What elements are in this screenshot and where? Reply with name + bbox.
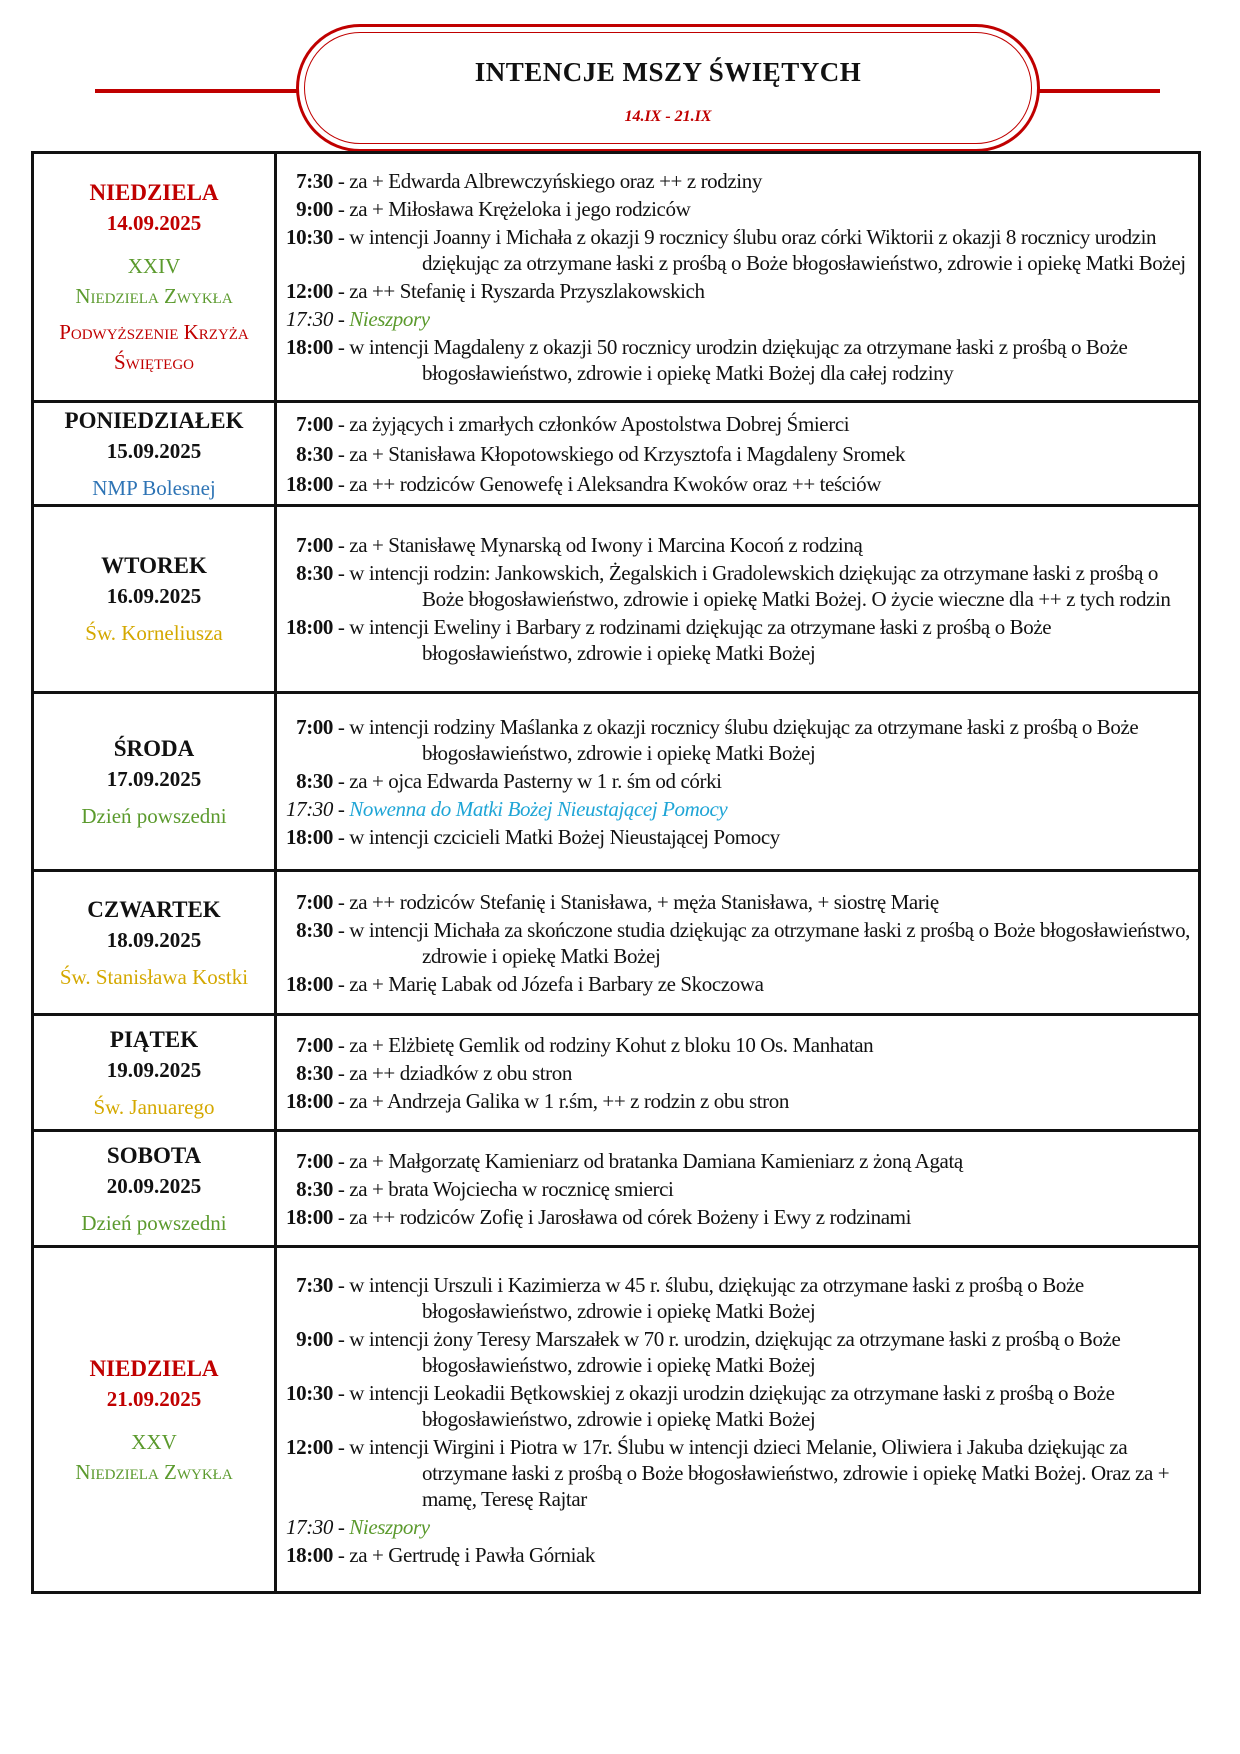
header-banner xyxy=(296,24,1040,152)
day-date: 21.09.2025 xyxy=(106,1386,202,1411)
mass-time: 18:00 xyxy=(286,971,333,996)
masses-cell xyxy=(276,506,1200,693)
mass-time: 7:00 xyxy=(296,411,333,436)
mass-intention: za ++ rodziców Zofię i Jarosława od córek Bożeny i Ewy z rodzinami xyxy=(349,1204,912,1229)
mass-time: 7:00 xyxy=(296,1148,333,1173)
feast-name: Dzień powszedni xyxy=(81,803,227,828)
mass-intentions-table xyxy=(31,151,1201,1594)
mass-entry: 10:30 - w intencji Joanny i Michała z okazji 9 rocznicy ślubu oraz córki Wiktorii z okazji 8 rocznicy urodzin dziękując za otrzymane łaski z prośbą o Boże błogosławieństwo, zdrowie i opiekę Matki Bożej xyxy=(277,224,1198,276)
day-date: 20.09.2025 xyxy=(106,1173,202,1198)
mass-time: 18:00 xyxy=(286,615,333,639)
feast-ordinal: XXIV xyxy=(127,254,181,278)
mass-time: 9:00 xyxy=(296,1326,333,1351)
mass-entry: 8:30 - w intencji rodzin: Jankowskich, Żegalskich i Gradolewskich dziękując za otrzymane łaski z prośbą o Boże błogosławieństwo, zdrowie i opiekę Matki Bożej. O życie wieczne dla ++ z tych rodzin xyxy=(277,560,1198,612)
day-name: WTOREK xyxy=(101,553,207,578)
day-name: SOBOTA xyxy=(106,1142,202,1168)
mass-time: 8:30 xyxy=(296,1060,333,1085)
mass-time: 12:00 xyxy=(286,1434,333,1459)
mass-intention: za ++ Stefanię i Ryszarda Przyszlakowskich xyxy=(349,279,705,303)
header-rule-right xyxy=(1030,89,1160,93)
mass-intention: za + Andrzeja Galika w 1 r.śm, ++ z rodzin z obu stron xyxy=(349,1088,789,1113)
mass-intention: za + Miłosława Krężeloka i jego rodziców xyxy=(349,197,691,221)
mass-intention: w intencji Leokadii Bętkowskiej z okazji urodzin dziękując za otrzymane łaski z prośbą o Boże błogosławieństwo, zdrowie i opiekę Matki Bożej xyxy=(349,1380,1115,1431)
mass-entry: 18:00 - w intencji czcicieli Matki Bożej Nieustającej Pomocy xyxy=(277,824,1198,850)
vespers-entry: 17:30 - Nieszpory xyxy=(277,306,1198,332)
mass-intention: w intencji rodzin: Jankowskich, Żegalskich i Gradolewskich dziękując za otrzymane łaski z prośbą o Boże błogosławieństwo, zdrowie i opiekę Matki Bożej. O życie wieczne dla ++ z tych rodzin xyxy=(349,561,1171,611)
mass-entry: 8:30 - za ++ dziadków z obu stron xyxy=(277,1060,1198,1086)
day-cell xyxy=(33,871,276,1015)
mass-entry: 7:00 - za + Małgorzatę Kamieniarz od bratanka Damiana Kamieniarz z żoną Agatą xyxy=(277,1148,1198,1174)
mass-entry: 9:00 - w intencji żony Teresy Marszałek w 70 r. urodzin, dziękując za otrzymane łaski z prośbą o Boże błogosławieństwo, zdrowie i opiekę Matki Bożej xyxy=(277,1326,1198,1378)
mass-intention: za + Stanisławę Mynarską od Iwony i Marcina Kocoń z rodziną xyxy=(349,533,863,557)
mass-entry: 8:30 - za + brata Wojciecha w rocznicę smierci xyxy=(277,1176,1198,1202)
mass-time: 18:00 xyxy=(286,471,333,496)
mass-time: 7:00 xyxy=(296,533,333,557)
mass-time: 8:30 xyxy=(296,1176,333,1201)
day-cell xyxy=(33,1247,276,1593)
mass-entry: 12:00 - w intencji Wirgini i Piotra w 17r. Ślubu w intencji dzieci Melanie, Oliwiera i Jakuba dziękując za otrzymane łaski z prośbą o Boże błogosławieństwo, zdrowie i opiekę Matki Bożej. Oraz za + mamę, Teresę Rajtar xyxy=(277,1434,1198,1512)
mass-time: 12:00 xyxy=(286,279,333,303)
mass-intention: w intencji Magdaleny z okazji 50 rocznicy urodzin dziękując za otrzymane łaski z prośbą o Boże błogosławieństwo, zdrowie i opiekę Matki Bożej dla całej rodziny xyxy=(349,335,1128,385)
mass-entry: 7:00 - za żyjących i zmarłych członków Apostolstwa Dobrej Śmierci xyxy=(277,411,1198,437)
day-date: 16.09.2025 xyxy=(106,584,202,608)
mass-entry: 7:30 - w intencji Urszuli i Kazimierza w 45 r. ślubu, dziękując za otrzymane łaski z prośbą o Boże błogosławieństwo, zdrowie i opiekę Matki Bożej xyxy=(277,1272,1198,1324)
masses-cell xyxy=(276,402,1200,506)
day-row-monday xyxy=(33,402,1200,506)
mass-entry: 8:30 - za + Stanisława Kłopotowskiego od Krzysztofa i Magdaleny Sromek xyxy=(277,441,1198,467)
masses-cell xyxy=(276,153,1200,402)
mass-intention: za ++ rodziców Stefanię i Stanisława, + męża Stanisława, + siostrę Marię xyxy=(349,889,939,914)
mass-time: 18:00 xyxy=(286,1088,333,1113)
mass-intention: za + ojca Edwarda Pasterny w 1 r. śm od córki xyxy=(349,768,722,793)
mass-intention: za + Marię Labak od Józefa i Barbary ze Skoczowa xyxy=(349,971,764,996)
day-name: PONIEDZIAŁEK xyxy=(64,407,244,433)
mass-entry: 9:00 - za + Miłosława Krężeloka i jego rodziców xyxy=(277,196,1198,222)
mass-intention: za ++ dziadków z obu stron xyxy=(349,1060,572,1085)
masses-cell xyxy=(276,693,1200,871)
day-row-saturday xyxy=(33,1131,1200,1247)
mass-intention: w intencji Michała za skończone studia dziękując za otrzymane łaski z prośbą o Boże błogosławieństwo, zdrowie i opiekę Matki Bożej xyxy=(349,917,1191,968)
mass-time: 7:00 xyxy=(296,1032,333,1057)
masses-cell xyxy=(276,1015,1200,1131)
masses-cell xyxy=(276,871,1200,1015)
day-name: NIEDZIELA xyxy=(89,180,219,205)
feast-name: Niedziela Zwykła xyxy=(75,1459,233,1484)
feast-ordinal: XXV xyxy=(131,1429,177,1454)
feast-name: Św. Stanisława Kostki xyxy=(59,964,249,989)
mass-intention: za + Elżbietę Gemlik od rodziny Kohut z bloku 10 Os. Manhatan xyxy=(349,1032,874,1057)
mass-entry: 8:30 - w intencji Michała za skończone studia dziękując za otrzymane łaski z prośbą o Boże błogosławieństwo, zdrowie i opiekę Matki Bożej xyxy=(277,917,1198,969)
feast-name: Św. Januarego xyxy=(93,1094,215,1119)
day-row-sunday-14 xyxy=(33,153,1200,402)
mass-intention: za + Małgorzatę Kamieniarz od bratanka Damiana Kamieniarz z żoną Agatą xyxy=(349,1148,963,1173)
mass-intention: w intencji żony Teresy Marszałek w 70 r. urodzin, dziękując za otrzymane łaski z prośbą o Boże błogosławieństwo, zdrowie i opiekę Matki Bożej xyxy=(349,1326,1121,1377)
mass-entry: 12:00 - za ++ Stefanię i Ryszarda Przyszlakowskich xyxy=(277,278,1198,304)
mass-intention: w intencji rodziny Maślanka z okazji rocznicy ślubu dziękując za otrzymane łaski z prośbą o Boże błogosławieństwo, zdrowie i opiekę Matki Bożej xyxy=(349,714,1139,765)
day-name: PIĄTEK xyxy=(109,1026,199,1052)
vespers-label: Nieszpory xyxy=(349,307,430,331)
day-name: NIEDZIELA xyxy=(89,1355,219,1381)
mass-time: 7:30 xyxy=(296,169,333,193)
day-row-tuesday xyxy=(33,506,1200,693)
mass-entry: 7:00 - za + Stanisławę Mynarską od Iwony i Marcina Kocoń z rodziną xyxy=(277,532,1198,558)
mass-time: 7:00 xyxy=(296,714,333,739)
day-cell xyxy=(33,693,276,871)
vespers-entry: 17:30 - Nieszpory xyxy=(277,1514,1198,1540)
mass-time: 8:30 xyxy=(296,917,333,942)
mass-entry: 18:00 - za ++ rodziców Genowefę i Aleksandra Kwoków oraz ++ teściów xyxy=(277,471,1198,497)
mass-entry: 8:30 - za + ojca Edwarda Pasterny w 1 r. śm od córki xyxy=(277,768,1198,794)
novena-label: Nowenna do Matki Bożej Nieustającej Pomocy xyxy=(349,796,728,821)
feast-name: Podwyższenie Krzyża Świętego xyxy=(59,320,249,374)
mass-entry: 7:30 - za + Edwarda Albrewczyńskiego oraz ++ z rodziny xyxy=(277,168,1198,194)
day-date: 14.09.2025 xyxy=(106,211,202,235)
day-date: 19.09.2025 xyxy=(106,1057,202,1082)
mass-intention: za ++ rodziców Genowefę i Aleksandra Kwoków oraz ++ teściów xyxy=(349,471,881,496)
mass-time: 8:30 xyxy=(296,441,333,466)
mass-entry: 18:00 - za + Marię Labak od Józefa i Barbary ze Skoczowa xyxy=(277,971,1198,997)
mass-entry: 18:00 - za + Gertrudę i Pawła Górniak xyxy=(277,1542,1198,1568)
masses-cell xyxy=(276,1131,1200,1247)
feast-name: Dzień powszedni xyxy=(81,1210,227,1235)
day-date: 17.09.2025 xyxy=(106,766,202,791)
day-name: CZWARTEK xyxy=(87,896,221,922)
vespers-label: Nieszpory xyxy=(349,1514,430,1539)
mass-entry: 18:00 - za ++ rodziców Zofię i Jarosława od córek Bożeny i Ewy z rodzinami xyxy=(277,1204,1198,1230)
date-range: 14.IX - 21.IX xyxy=(624,108,712,125)
mass-entry: 10:30 - w intencji Leokadii Bętkowskiej z okazji urodzin dziękując za otrzymane łaski z prośbą o Boże błogosławieństwo, zdrowie i opiekę Matki Bożej xyxy=(277,1380,1198,1432)
novena-entry: 17:30 - Nowenna do Matki Bożej Nieustającej Pomocy xyxy=(277,796,1198,822)
day-cell xyxy=(33,1015,276,1131)
mass-time: 9:00 xyxy=(296,197,333,221)
mass-entry: 18:00 - za + Andrzeja Galika w 1 r.śm, ++ z rodzin z obu stron xyxy=(277,1088,1198,1114)
mass-time: 17:30 xyxy=(286,307,333,331)
day-row-thursday xyxy=(33,871,1200,1015)
mass-time: 17:30 xyxy=(286,796,333,821)
mass-time: 18:00 xyxy=(286,1204,333,1229)
masses-cell xyxy=(276,1247,1200,1593)
day-cell xyxy=(33,506,276,693)
mass-time: 8:30 xyxy=(296,561,333,585)
mass-time: 10:30 xyxy=(286,225,333,249)
mass-time: 18:00 xyxy=(286,335,333,359)
mass-entry: 7:00 - w intencji rodziny Maślanka z okazji rocznicy ślubu dziękując za otrzymane łaski z prośbą o Boże błogosławieństwo, zdrowie i opiekę Matki Bożej xyxy=(277,714,1198,766)
day-cell xyxy=(33,402,276,506)
mass-time: 7:30 xyxy=(296,1272,333,1297)
mass-intention: w intencji Urszuli i Kazimierza w 45 r. ślubu, dziękując za otrzymane łaski z prośbą o Boże błogosławieństwo, zdrowie i opiekę Matki Bożej xyxy=(349,1272,1084,1323)
mass-intention: za + Edwarda Albrewczyńskiego oraz ++ z rodziny xyxy=(349,169,762,193)
day-row-friday xyxy=(33,1015,1200,1131)
mass-intention: w intencji Wirgini i Piotra w 17r. Ślubu w intencji dzieci Melanie, Oliwiera i Jakuba dziękując za otrzymane łaski z prośbą o Boże błogosławieństwo, zdrowie i opiekę Matki Bożej. Oraz za + mamę, Teresę Rajtar xyxy=(349,1434,1170,1511)
mass-intention: w intencji Eweliny i Barbary z rodzinami dziękując za otrzymane łaski z prośbą o Boże błogosławieństwo, zdrowie i opiekę Matki Bożej xyxy=(349,615,1052,665)
day-name: ŚRODA xyxy=(113,735,195,761)
mass-intention: za + brata Wojciecha w rocznicę smierci xyxy=(349,1176,674,1201)
feast-name: NMP Bolesnej xyxy=(92,475,216,500)
mass-intention: w intencji Joanny i Michała z okazji 9 rocznicy ślubu oraz córki Wiktorii z okazji 8 rocznicy urodzin dziękując za otrzymane łaski z prośbą o Boże błogosławieństwo, zdrowie i opiekę Matki Bożej xyxy=(349,225,1186,275)
day-cell xyxy=(33,1131,276,1247)
mass-entry: 18:00 - w intencji Eweliny i Barbary z rodzinami dziękując za otrzymane łaski z prośbą o Boże błogosławieństwo, zdrowie i opiekę Matki Bożej xyxy=(277,614,1198,666)
feast-name: Św. Korneliusza xyxy=(85,621,223,645)
mass-intention: w intencji czcicieli Matki Bożej Nieustającej Pomocy xyxy=(349,824,780,849)
mass-time: 8:30 xyxy=(296,768,333,793)
mass-time: 7:00 xyxy=(296,889,333,914)
mass-entry: 18:00 - w intencji Magdaleny z okazji 50 rocznicy urodzin dziękując za otrzymane łaski z prośbą o Boże błogosławieństwo, zdrowie i opiekę Matki Bożej dla całej rodziny xyxy=(277,334,1198,386)
day-row-sunday-21 xyxy=(33,1247,1200,1593)
mass-intention: za żyjących i zmarłych członków Apostolstwa Dobrej Śmierci xyxy=(349,411,850,436)
mass-entry: 7:00 - za ++ rodziców Stefanię i Stanisława, + męża Stanisława, + siostrę Marię xyxy=(277,889,1198,915)
document-title: INTENCJE MSZY ŚWIĘTYCH xyxy=(474,57,862,87)
mass-intention: za + Gertrudę i Pawła Górniak xyxy=(349,1542,596,1567)
mass-time: 18:00 xyxy=(286,824,333,849)
day-date: 15.09.2025 xyxy=(106,438,202,463)
mass-intention: za + Stanisława Kłopotowskiego od Krzysztofa i Magdaleny Sromek xyxy=(349,441,906,466)
feast-name: Niedziela Zwykła xyxy=(75,284,233,308)
day-row-wednesday xyxy=(33,693,1200,871)
day-cell xyxy=(33,153,276,402)
mass-time: 10:30 xyxy=(286,1380,333,1405)
header-rule-left xyxy=(95,89,300,93)
mass-entry: 7:00 - za + Elżbietę Gemlik od rodziny Kohut z bloku 10 Os. Manhatan xyxy=(277,1032,1198,1058)
day-date: 18.09.2025 xyxy=(106,927,202,952)
mass-time: 18:00 xyxy=(286,1542,333,1567)
mass-time: 17:30 xyxy=(286,1514,333,1539)
